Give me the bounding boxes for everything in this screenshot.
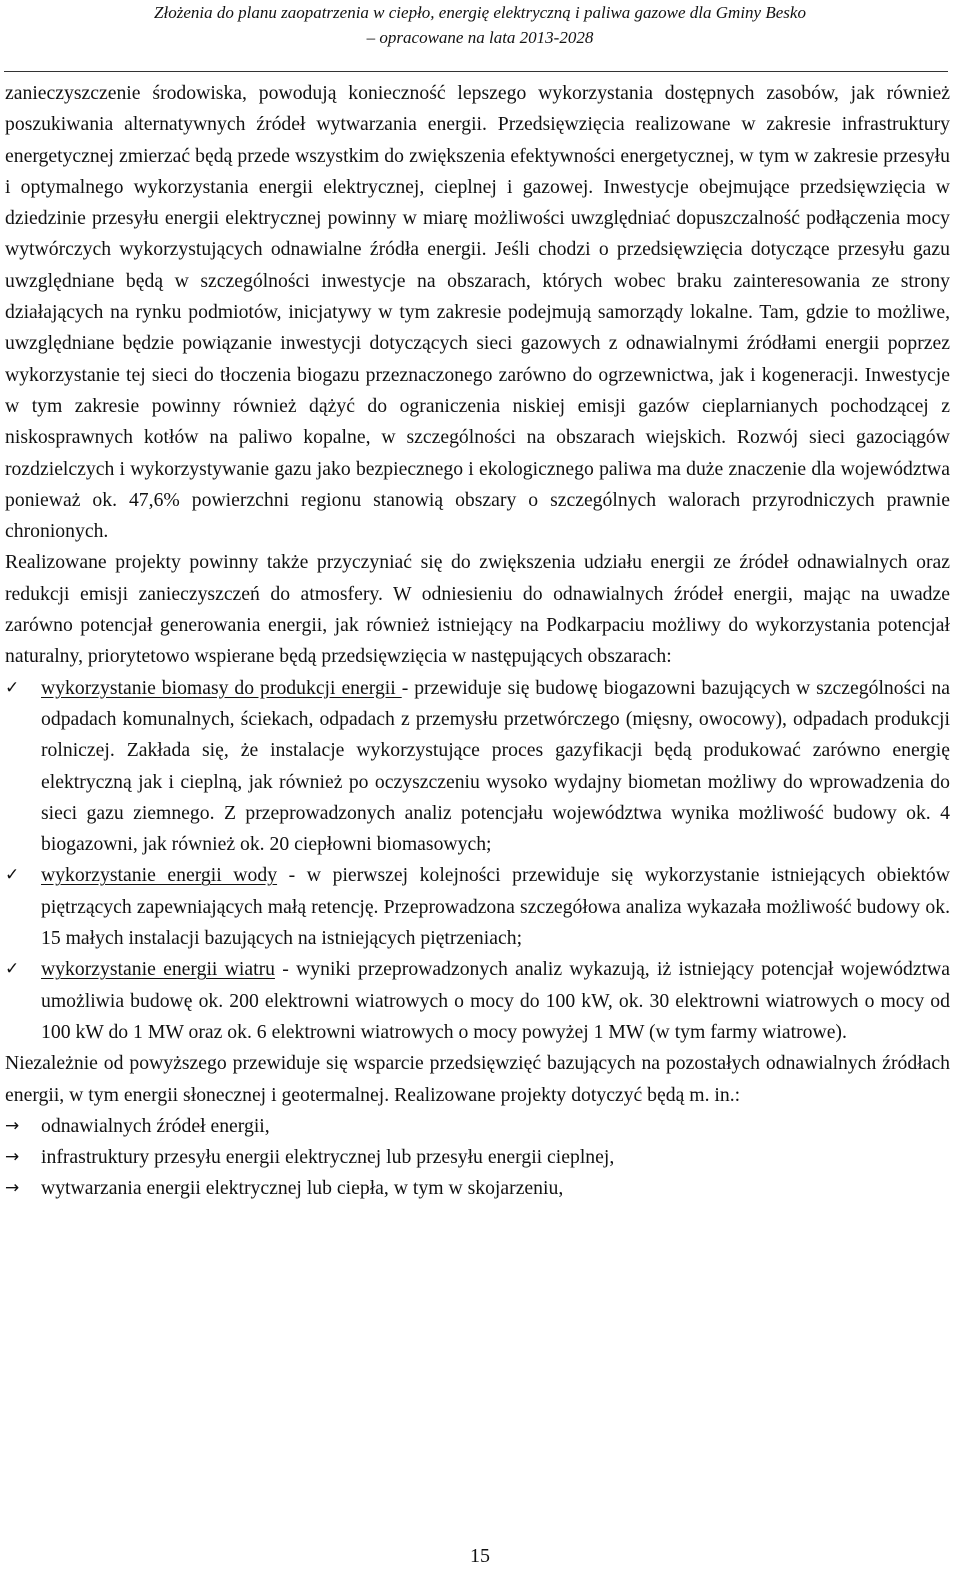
arrow-right-icon: →	[5, 1147, 20, 1168]
list-item	[5, 860, 950, 954]
arrow-right-icon: →	[5, 1178, 20, 1199]
list-item	[5, 673, 950, 861]
page-number: 15	[470, 1545, 490, 1567]
list-item-text: - przewiduje się budowę biogazowni bazujących w szczególności na odpadach komunalnych, ściekach, odpadach z przemysłu przetwórczego (mięsny, owocowy), odpadach produkcji rolniczej. Zakłada się, że instalacje wykorzystujące proces gazyfikacji będą produkować zarówno energię elektryczną jak i cieplną, jak również po oczyszczeniu wysoko wydajny biometan możliwy do wprowadzenia do sieci gazu ziemnego. Z przeprowadzonych analiz potencjału województwa wynika możliwość budowy ok. 4 biogazowni, jak również ok. 20 ciepłowni biomasowych;	[41, 676, 951, 856]
list-item	[5, 1142, 950, 1173]
page-header	[0, 0, 960, 50]
list-item-title: wykorzystanie energii wiatru	[41, 958, 275, 981]
arrow-list	[5, 1111, 950, 1205]
list-item-text: wytwarzania energii elektrycznej lub ciepła, w tym w skojarzeniu,	[41, 1177, 564, 1200]
header-divider	[4, 71, 948, 72]
list-item-title: wykorzystanie energii wody	[41, 864, 278, 887]
checkmark-icon: ✓	[5, 677, 20, 698]
checkmark-icon: ✓	[5, 865, 20, 886]
list-item-title: wykorzystanie biomasy do produkcji energii	[41, 676, 402, 699]
header-subtitle: – opracowane na lata 2013-2028	[366, 28, 594, 47]
list-item-text: - wyniki przeprowadzonych analiz wykazują, iż istniejący potencjał województwa umożliwia budowę ok. 200 elektrowni wiatrowych o mocy do 100 kW, ok. 30 elektrowni wiatrowych o mocy od 100 kW do 1 MW oraz ok. 6 elektrowni wiatrowych o mocy powyżej 1 MW (w tym farmy wiatrowe).	[41, 958, 950, 1043]
list-item-text: infrastruktury przesyłu energii elektrycznej lub przesyłu energii cieplnej,	[41, 1146, 615, 1169]
list-item	[5, 954, 950, 1048]
list-item	[5, 1173, 950, 1204]
document-body	[5, 78, 950, 1205]
checkmark-list	[5, 673, 950, 1049]
paragraph: Niezależnie od powyższego przewiduje się wsparcie przedsięwzięć bazujących na pozostałych odnawialnych źródłach energii, w tym energii słonecznej i geotermalnej. Realizowane projekty dotyczyć będą m. in.:	[5, 1052, 950, 1106]
paragraph: Realizowane projekty powinny także przyczyniać się do zwiększenia udziału energii ze źródeł odnawialnych oraz redukcji emisji zanieczyszczeń do atmosfery. W odniesieniu do odnawialnych źródeł energii, mając na uwadze zarówno potencjał generowania energii, jak również istniejący na Podkarpaciu możliwy do wykorzystania potencjał naturalny, priorytetowo wspierane będą przedsięwzięcia w następujących obszarach:	[5, 551, 950, 668]
header-title: Złożenia do planu zaopatrzenia w ciepło, energię elektryczną i paliwa gazowe dla Gminy Besko	[154, 3, 806, 22]
list-item-text: odnawialnych źródeł energii,	[41, 1114, 270, 1137]
arrow-right-icon: →	[5, 1115, 20, 1136]
list-item	[5, 1111, 950, 1142]
list-item-text: - w pierwszej kolejności przewiduje się wykorzystanie istniejących obiektów piętrzących zapewniających małą retencję. Przeprowadzona szczegółowa analiza wykazała możliwość budowy ok. 15 małych instalacji bazujących na istniejących piętrzeniach;	[41, 864, 950, 950]
checkmark-icon: ✓	[5, 959, 20, 980]
paragraph: zanieczyszczenie środowiska, powodują konieczność lepszego wykorzystania dostępnych zasobów, jak również poszukiwania alternatywnych źródeł wytwarzania energii. Przedsięwzięcia realizowane w zakresie infrastruktury energetycznej zmierzać będą przede wszystkim do zwiększenia efektywności energetycznej, w tym w zakresie przesyłu i optymalnego wykorzystania energii elektrycznej, cieplnej i gazowej. Inwestycje obejmujące przedsięwzięcia w dziedzinie przesyłu energii elektrycznej powinny w miarę możliwości uwzględniać dopuszczalność podłączenia mocy wytwórczych wykorzystujących odnawialne źródła energii. Jeśli chodzi o przedsięwzięcia dotyczące przesyłu gazu uwzględniane będą w szczególności inwestycje na obszarach, których wobec braku zainteresowania ze strony działających na rynku podmiotów, inicjatywy w tym zakresie podejmują samorządy lokalne. Tam, gdzie to możliwe, uwzględniane będzie powiązanie inwestycji dotyczących sieci gazowych z odnawialnymi źródłami energii poprzez wykorzystanie tej sieci do tłoczenia biogazu przeznaczonego zarówno do ogrzewnictwa, jak i kogeneracji. Inwestycje w tym zakresie powinny również dążyć do ograniczenia niskiej emisji gazów cieplarnianych pochodzącej z niskosprawnych kotłów na paliwo kopalne, w szczególności na obszarach wiejskich. Rozwój sieci gazociągów rozdzielczych i wykorzystywanie gazu jako bezpiecznego i ekologicznego paliwa ma duże znaczenie dla województwa ponieważ ok. 47,6% powierzchni regionu stanowią obszary o szczególnych walorach przyrodniczych prawnie chronionych.	[5, 82, 950, 543]
